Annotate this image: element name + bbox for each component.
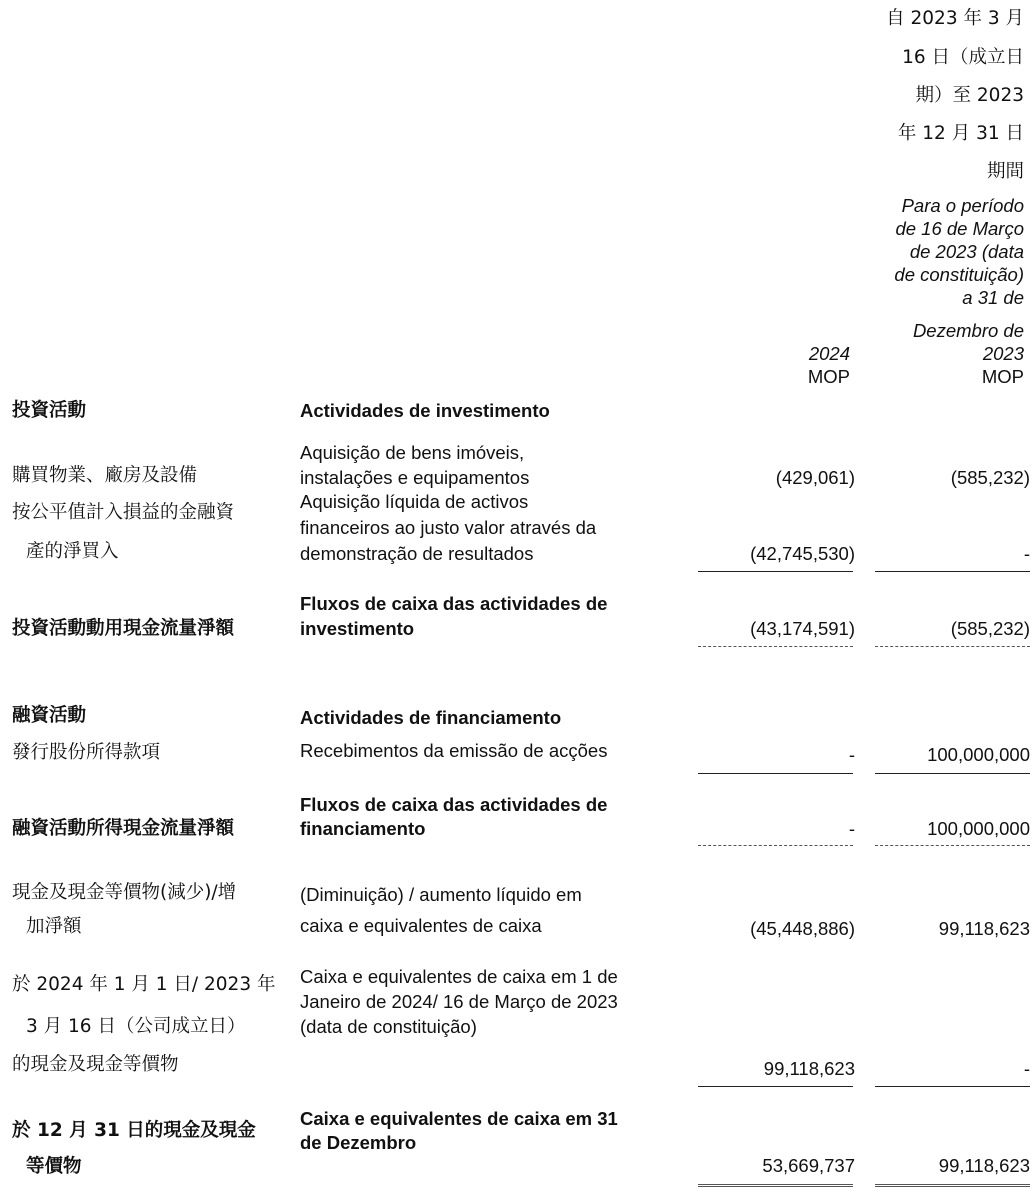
header-2023-pt-line5: a 31 de — [962, 287, 1024, 308]
opening-label-pt-2: Janeiro de 2024/ 16 de Março de 2023 — [300, 991, 618, 1012]
shares-label-pt: Recebimentos da emissão de acções — [300, 740, 608, 761]
opening-value-2023: - — [1023, 1058, 1030, 1079]
subtotal-rule-2023 — [875, 773, 1030, 774]
finance-heading-zh: 融資活動 — [12, 705, 87, 726]
header-2023-pt-line1: Para o período — [901, 195, 1024, 216]
finance-net-value-2023: 100,000,000 — [927, 818, 1030, 839]
invest-net-label-pt-2: investimento — [300, 618, 415, 639]
fvtpl-label-zh-2: 產的淨買入 — [26, 541, 119, 562]
net-change-label-zh-1: 現金及現金等價物(減少)/增 — [12, 882, 237, 903]
ppe-label-zh: 購買物業、廠房及設備 — [12, 465, 198, 486]
invest-net-value-2023: (585,232) — [950, 618, 1030, 639]
fvtpl-label-pt-3: demonstração de resultados — [300, 543, 534, 564]
header-2023-pt-line7: 2023 — [982, 343, 1024, 364]
invest-net-label-zh: 投資活動動用現金流量淨額 — [12, 618, 235, 639]
header-2023-zh-line1: 自 2023 年 3 月 — [886, 8, 1024, 29]
header-2023-pt-line6: Dezembro de — [912, 320, 1024, 341]
finance-net-value-2024: - — [848, 818, 855, 839]
total-rule-2024 — [698, 646, 853, 647]
header-2024-year: 2024 — [808, 343, 850, 364]
net-change-value-2023: 99,118,623 — [938, 918, 1030, 939]
opening-value-2024: 99,118,623 — [763, 1058, 855, 1079]
subtotal-rule-2024 — [698, 571, 853, 572]
header-2023-pt-line2: de 16 de Março — [895, 218, 1024, 239]
net-change-label-zh-2: 加淨額 — [26, 916, 82, 937]
finance-net-label-pt-2: financiamento — [300, 818, 426, 839]
shares-value-2024: - — [848, 744, 855, 765]
net-change-value-2024: (45,448,886) — [750, 918, 855, 939]
header-2023-unit: MOP — [981, 366, 1024, 387]
ppe-label-pt-1: Aquisição de bens imóveis, — [300, 442, 525, 463]
closing-label-pt-1: Caixa e equivalentes de caixa em 31 — [300, 1108, 618, 1129]
invest-net-label-pt-1: Fluxos de caixa das actividades de — [300, 593, 608, 614]
fvtpl-label-pt-2: financeiros ao justo valor através da — [300, 517, 597, 538]
closing-label-zh-2: 等價物 — [26, 1156, 82, 1177]
header-2023-zh-line5: 期間 — [986, 161, 1024, 182]
shares-label-zh: 發行股份所得款項 — [12, 742, 161, 763]
opening-label-zh-1: 於 2024 年 1 月 1 日/ 2023 年 — [12, 974, 276, 995]
finance-heading-pt: Actividades de financiamento — [300, 707, 562, 728]
opening-label-pt-3: (data de constituição) — [300, 1016, 477, 1037]
subtotal-rule-2023 — [875, 1086, 1030, 1087]
closing-label-pt-2: de Dezembro — [300, 1132, 417, 1153]
invest-heading-pt: Actividades de investimento — [300, 400, 550, 421]
ppe-value-2024: (429,061) — [775, 467, 855, 488]
fvtpl-label-pt-1: Aquisição líquida de activos — [300, 491, 529, 512]
subtotal-rule-2024 — [698, 773, 853, 774]
subtotal-rule-2024 — [698, 1086, 853, 1087]
net-change-label-pt-1: (Diminuição) / aumento líquido em — [300, 884, 582, 905]
opening-label-zh-2: 3 月 16 日（公司成立日） — [26, 1016, 246, 1037]
closing-value-2024: 53,669,737 — [762, 1155, 855, 1176]
closing-value-2023: 99,118,623 — [938, 1155, 1030, 1176]
total-rule-2023 — [875, 646, 1030, 647]
net-change-label-pt-2: caixa e equivalentes de caixa — [300, 915, 542, 936]
total-rule-2024 — [698, 845, 853, 846]
fvtpl-label-zh-1: 按公平值計入損益的金融資 — [12, 502, 235, 523]
finance-net-label-zh: 融資活動所得現金流量淨額 — [12, 818, 235, 839]
ppe-label-pt-2: instalações e equipamentos — [300, 467, 530, 488]
invest-heading-zh: 投資活動 — [12, 400, 87, 421]
ppe-value-2023: (585,232) — [950, 467, 1030, 488]
opening-label-pt-1: Caixa e equivalentes de caixa em 1 de — [300, 966, 618, 987]
header-2023-zh-line2: 16 日（成立日 — [902, 47, 1024, 68]
fvtpl-value-2023: - — [1023, 543, 1030, 564]
header-2023-zh-line4: 年 12 月 31 日 — [897, 123, 1024, 144]
header-2023-pt-line4: de constituição) — [894, 264, 1024, 285]
opening-label-zh-3: 的現金及現金等價物 — [12, 1054, 179, 1075]
header-2023-zh-line3: 期）至 2023 — [915, 85, 1024, 106]
finance-net-label-pt-1: Fluxos de caixa das actividades de — [300, 794, 608, 815]
header-2023-pt-line3: de 2023 (data — [909, 241, 1024, 262]
total-rule-2023 — [875, 845, 1030, 846]
closing-label-zh-1: 於 12 月 31 日的現金及現金 — [12, 1120, 256, 1141]
fvtpl-value-2024: (42,745,530) — [750, 543, 855, 564]
grand-total-rule-2024 — [698, 1184, 853, 1187]
grand-total-rule-2023 — [875, 1184, 1030, 1187]
shares-value-2023: 100,000,000 — [927, 744, 1030, 765]
header-2024-unit: MOP — [807, 366, 850, 387]
invest-net-value-2024: (43,174,591) — [750, 618, 855, 639]
subtotal-rule-2023 — [875, 571, 1030, 572]
